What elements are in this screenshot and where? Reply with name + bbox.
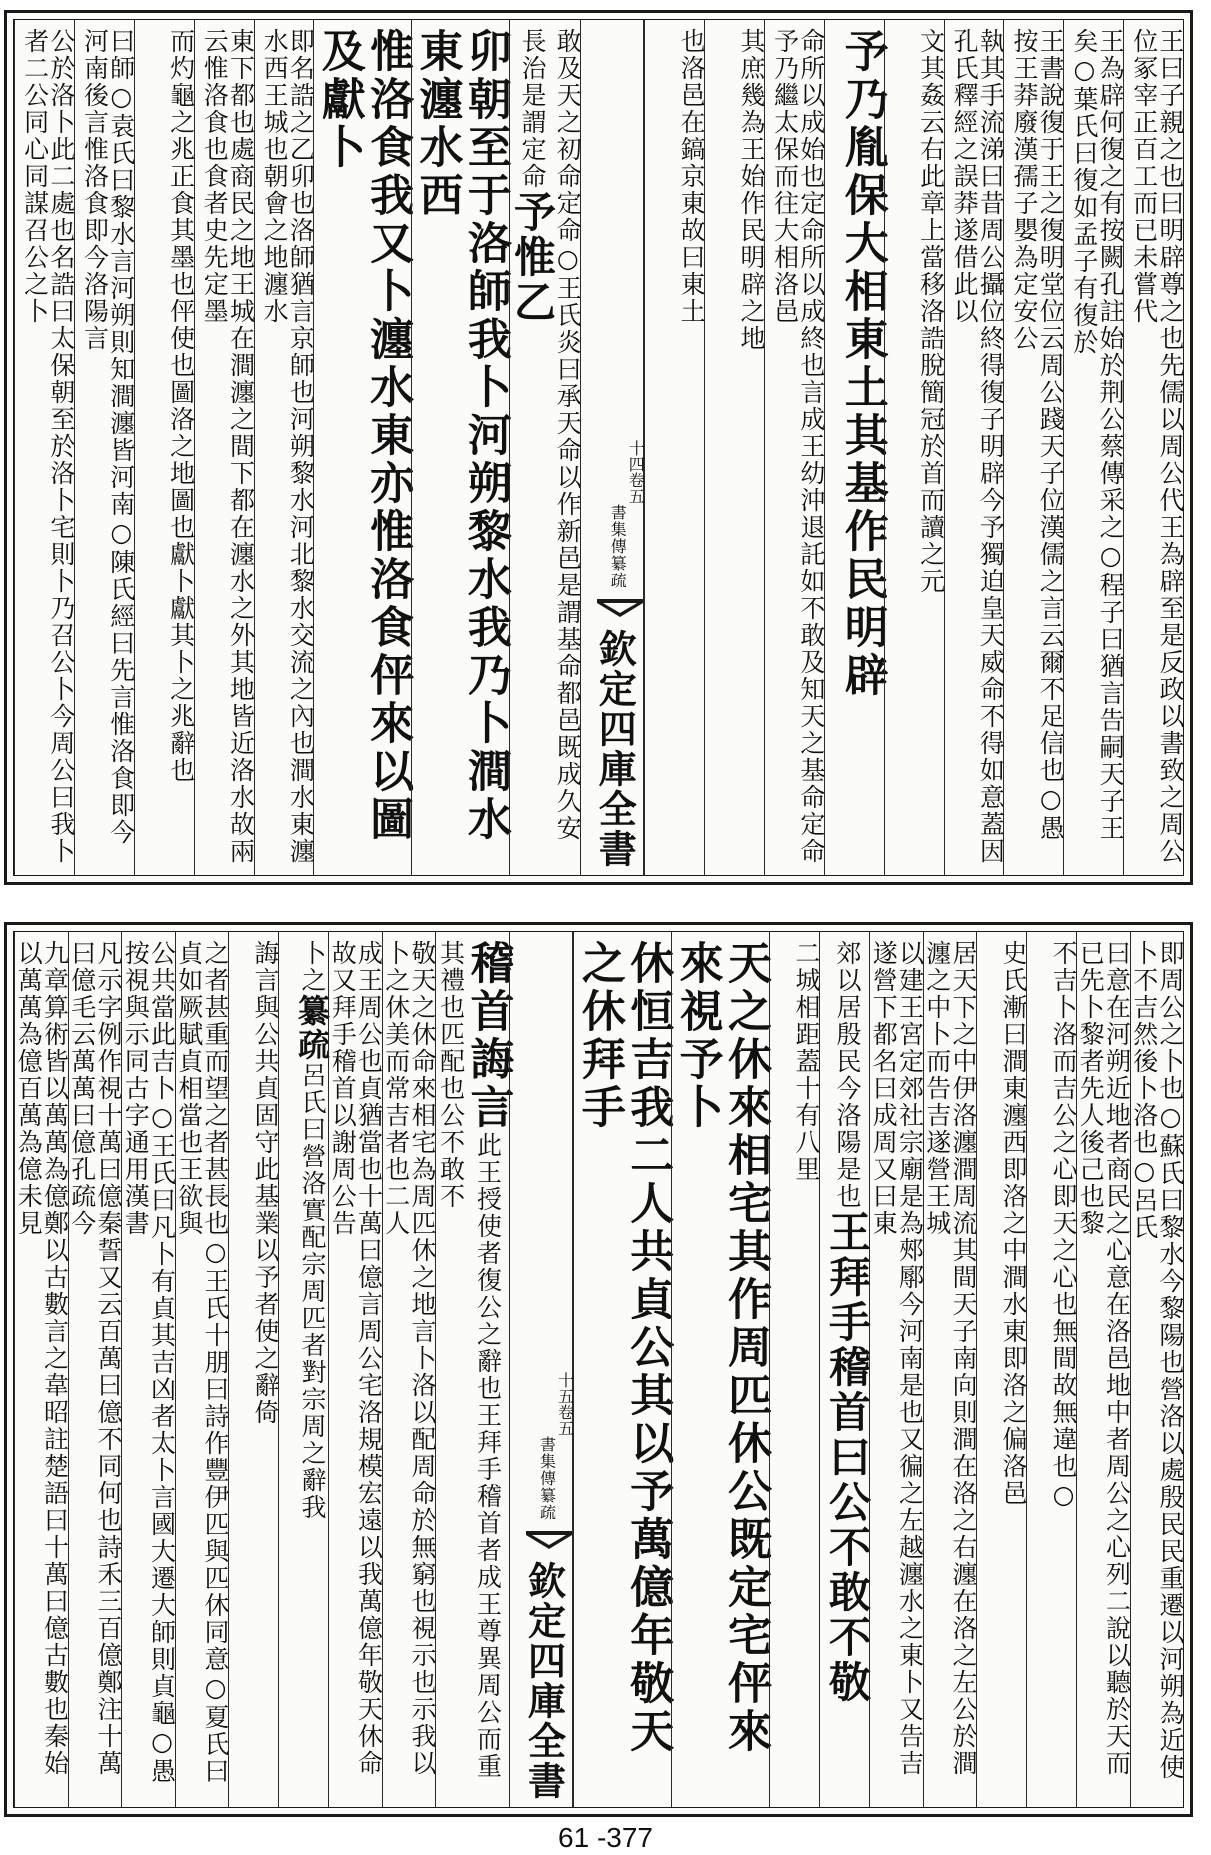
bottom-page-panel <box>4 922 1193 1817</box>
work-title: 書集傳纂疏 <box>537 1436 557 1521</box>
commentary-text: 卜之 <box>298 940 328 994</box>
center-banner <box>509 932 573 1807</box>
classic-text: 予乃胤保大相東土其基作民明辟 <box>836 28 888 700</box>
chapter-label: 卷五 <box>555 1404 575 1436</box>
book-title: 欽定四庫全書 <box>521 1561 567 1801</box>
commentary-text: 也洛邑在鎬京東故曰東土 <box>677 28 707 325</box>
text-column: 居天下之中伊洛瀍澗周流其間天子南向則澗在洛之右瀍在洛之左公於澗瀍之中卜而告吉遂營王城 <box>923 932 977 1807</box>
text-column <box>508 20 583 875</box>
fishtail-marker-icon <box>597 599 643 619</box>
top-page-panel <box>4 10 1193 885</box>
text-column: 惟洛食我又卜瀍水東亦惟洛食伻來以圖及獻卜 <box>313 20 411 875</box>
book-title: 欽定四庫全書 <box>592 629 638 869</box>
text-column <box>644 20 707 875</box>
text-column <box>884 20 944 875</box>
commentary-text: 誨言 <box>251 940 281 994</box>
commentary-text: 敢及天之初命定命○王氏炎曰承天命以作新邑是謂基命都邑既成久安長治是謂定命 <box>518 28 583 842</box>
text-column: 即周公之卜也○蘇氏曰黎水今黎陽也營洛以處殷民民重遷以河朔為近使卜不吉然後卜洛也○呂氏 <box>1130 932 1184 1807</box>
classic-text: 王拜手稽首曰公不敢不敬 <box>823 1210 872 1705</box>
classic-text: 予惟乙 <box>508 190 558 325</box>
text-column: 凡示字例作視十萬曰億秦誓又云百萬曰億不同何也詩禾三百億鄭注十萬曰億毛云萬萬曰億孔疏今 <box>68 932 122 1807</box>
top-page-columns <box>13 19 1184 876</box>
text-column: 天之休來相宅其作周匹休公既定宅伻來來視予卜 <box>671 932 769 1807</box>
commentary-text: 此王授使者復公之辭也王拜手稽首者成王尊異周公而重其禮也匹配也公不敢不 <box>436 940 503 1780</box>
text-column: 不吉卜洛而吉公之心即天之心也無間故無違也○ <box>1026 932 1076 1807</box>
text-column: 王書說復于王之復明堂位云周公踐天子位漢儒之言云爾不足信也○愚按王莽廢漢孺子嬰為定安公 <box>1003 20 1063 875</box>
text-column: 即名誥之乙卯也洛師猶言京師也河朔黎水河北黎水交流之內也澗水東瀍水西王城也朝會之地瀍水 <box>254 20 314 875</box>
text-column: 敬天之休命來相宅為周匹休之地言卜洛以配周命於無窮也視示也示我以卜之休美而常吉者也二人 <box>382 932 436 1807</box>
text-column: 東下都也處商民之地王城在澗瀍之間下都在瀍水之外其地皆近洛水故兩云惟洛食也食者史先定墨 <box>194 20 254 875</box>
text-column: 執其手流涕曰昔周公攝位終得復子明辟今予獨迫皇天威命不得如意蓋因孔氏釋經之誤莽遂借此以 <box>944 20 1004 875</box>
commentary-text: 文其姦云右此章上當移洛誥脫簡冠於首而讀之 <box>916 28 946 568</box>
chapter-label: 卷五 <box>626 472 646 504</box>
commentary-text: 郊以居殷民今洛陽是也 <box>833 940 862 1210</box>
text-column: 王曰子親之也曰明辟尊之也先儒以周公代王為辟至是反政以書致之周公位冢宰正百工而已未嘗代 <box>1123 20 1183 875</box>
text-column <box>278 932 332 1807</box>
folio-number: 十四 <box>626 440 646 472</box>
text-column: 命所以成始也定命所以成終也言成王幼沖退託如不敢及知天之基命定命予乃繼太保而往大相洛邑 <box>764 20 824 875</box>
column-tail-char: 元 <box>916 568 946 595</box>
text-column: 以建王宮定郊社宗廟是為郟鄏今河南是也又徧之左越瀍水之東卜又告吉遂營下都名曰成周又曰東 <box>869 932 923 1807</box>
classic-text: 稽首誨言 <box>462 940 514 1132</box>
commentary-text: 與公共貞固守此基業以予者使之辭倚 <box>251 994 281 1426</box>
text-column: 休恒吉我二人共貞公其以予萬億年敬天之休拜手 <box>573 932 671 1807</box>
text-column: 九章算術皆以萬萬為億鄭以古數言之韋昭註楚語曰十萬曰億古數也秦始以萬萬為億百萬為億未見 <box>14 932 68 1807</box>
page-number: 61 -377 <box>558 1822 653 1853</box>
commentary-text: 其庶幾為王始作民明辟之地 <box>736 28 766 352</box>
text-column: 曰師○袁氏曰黎水言河朔則知澗瀍皆河南○陳氏經曰先言惟洛食即今河南後言惟洛食即今洛陽言 <box>74 20 134 875</box>
text-column: 卯朝至于洛師我卜河朔黎水我乃卜澗水東瀍水西 <box>411 20 509 875</box>
bottom-page-columns <box>13 931 1184 1808</box>
text-column: 二城相距蓋十有八里 <box>769 932 819 1807</box>
text-column: 之者甚重而望之者甚長也○王氏十朋曰詩作豐伊匹與匹休同意○夏氏曰貞如厥賦貞相當也王欲與 <box>175 932 229 1807</box>
folio-number: 十五 <box>555 1372 575 1404</box>
text-column: 公於洛卜此二處也名誥曰太保朝至於洛卜宅則卜乃召公卜今周公曰我卜者二公同心同謀召公之卜 <box>14 20 74 875</box>
text-column <box>435 932 514 1807</box>
text-column: 成王周公也貞猶當也十萬曰億言周公宅洛規模宏遠以我萬億年敬天休命故又拜手稽首以謝周公告 <box>328 932 382 1807</box>
fishtail-marker-icon <box>526 1531 572 1551</box>
text-column: 公共當此吉卜○王氏曰凡卜有貞其吉凶者太卜言國大遷大師則貞龜○愚按視與示同古字通用漢書 <box>121 932 175 1807</box>
text-column <box>819 932 872 1807</box>
text-column: 王為辟何復之有按闕孔註始於荆公蔡傳采之○程子曰猶言告嗣天子王矣○葉氏曰復如孟子有復於 <box>1063 20 1123 875</box>
text-column <box>704 20 764 875</box>
text-column: 而灼龜之兆正食其墨也伻使也圖洛之地圖也獻卜獻其卜之兆辭也 <box>134 20 194 875</box>
commentary-text: 呂氏曰營洛實配宗周匹者對宗周之辭我 <box>298 1062 328 1521</box>
text-column <box>824 20 888 875</box>
text-column: 史氏漸曰澗東瀍西即洛之中澗水東即洛之偏洛邑 <box>976 932 1026 1807</box>
center-banner <box>580 20 644 875</box>
text-column: 曰意在河朔近地者商民之心意在洛邑地中者周公之心列二說以聽於天而已先卜黎者先人後己也黎 <box>1076 932 1130 1807</box>
work-title: 書集傳纂疏 <box>608 504 628 589</box>
commentary-heading: 纂疏 <box>293 994 332 1062</box>
text-column <box>228 932 281 1807</box>
